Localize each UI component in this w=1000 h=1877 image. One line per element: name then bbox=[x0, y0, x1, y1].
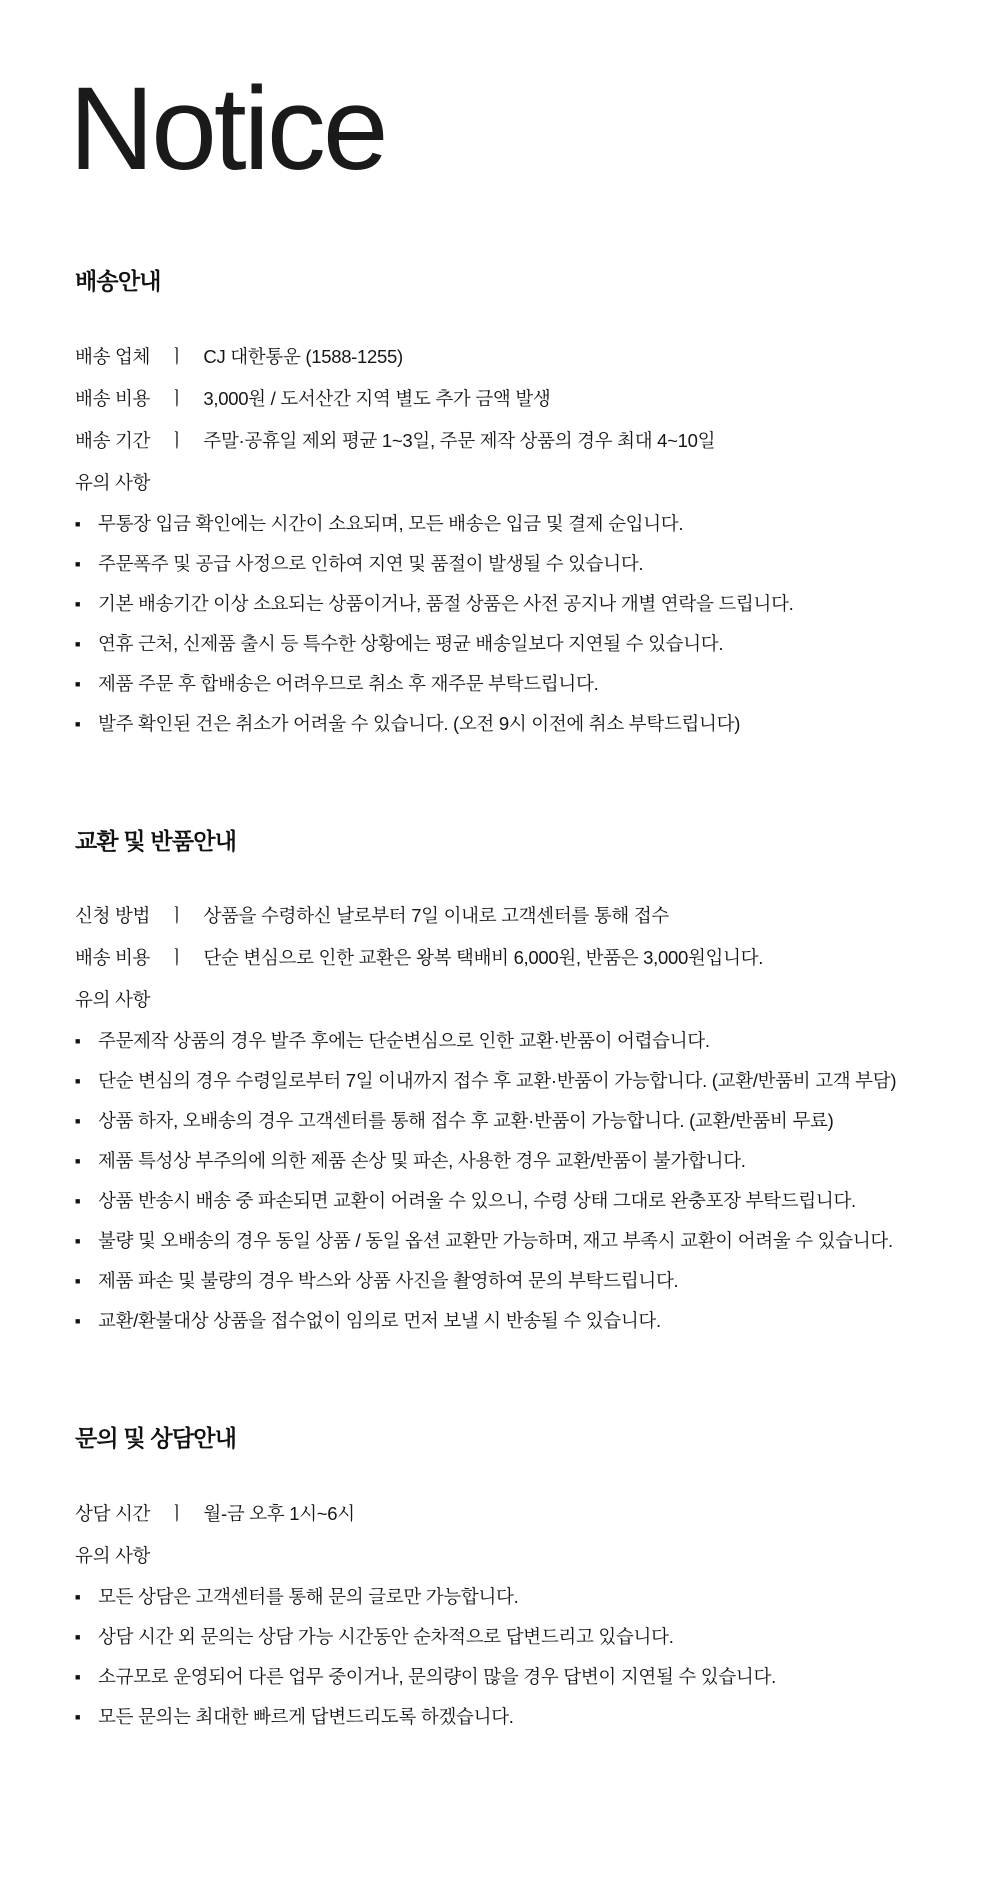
info-row bbox=[75, 336, 970, 378]
black-square-bullet-icon: ■ bbox=[75, 558, 81, 569]
bullet-item bbox=[75, 1101, 970, 1141]
bullet-text: 발주 확인된 건은 취소가 어려울 수 있습니다. (오전 9시 이전에 취소 부탁드립니다) bbox=[98, 712, 741, 734]
info-value: CJ 대한통운 (1588-1255) bbox=[203, 345, 403, 367]
info-label: 배송 비용 bbox=[75, 947, 151, 969]
black-square-bullet-icon: ■ bbox=[75, 598, 81, 609]
bullet-item bbox=[75, 664, 970, 704]
info-value: 3,000원 / 도서산간 지역 별도 추가 금액 발생 bbox=[203, 387, 551, 409]
bullet-text: 불량 및 오배송의 경우 동일 상품 / 동일 옵션 교환만 가능하며, 재고 부족시 교환이 어려울 수 있습니다. bbox=[98, 1230, 893, 1252]
bullet-text: 교환/환불대상 상품을 접수없이 임의로 먼저 보낼 시 반송될 수 있습니다. bbox=[98, 1310, 661, 1332]
bullet-item bbox=[75, 1577, 970, 1617]
info-label: 배송 비용 bbox=[75, 387, 151, 409]
bullet-item bbox=[75, 504, 970, 544]
info-value: 월-금 오후 1시~6시 bbox=[203, 1502, 355, 1524]
info-rows bbox=[75, 1493, 970, 1535]
separator-bar: ㅣ bbox=[167, 947, 186, 969]
info-row bbox=[75, 1493, 970, 1535]
bullet-item bbox=[75, 1261, 970, 1301]
bullet-text: 모든 문의는 최대한 빠르게 답변드리도록 하겠습니다. bbox=[98, 1705, 514, 1727]
bullet-text: 상품 하자, 오배송의 경우 고객센터를 통해 접수 후 교환·반품이 가능합니다. (교환/반품비 무료) bbox=[98, 1110, 834, 1132]
bullet-list bbox=[75, 1577, 970, 1737]
bullet-text: 무통장 입금 확인에는 시간이 소요되며, 모든 배송은 입금 및 결제 순입니다. bbox=[98, 512, 684, 534]
bullet-item bbox=[75, 624, 970, 664]
info-label: 배송 기간 bbox=[75, 429, 151, 451]
bullet-item bbox=[75, 544, 970, 584]
bullet-text: 상담 시간 외 문의는 상담 가능 시간동안 순차적으로 답변드리고 있습니다. bbox=[98, 1625, 674, 1647]
bullet-item bbox=[75, 1697, 970, 1737]
black-square-bullet-icon: ■ bbox=[75, 1076, 81, 1087]
bullet-text: 연휴 근처, 신제품 출시 등 특수한 상황에는 평균 배송일보다 지연될 수 있습니다. bbox=[98, 632, 724, 654]
black-square-bullet-icon: ■ bbox=[75, 678, 81, 689]
bullet-list bbox=[75, 504, 970, 744]
info-label: 배송 업체 bbox=[75, 345, 151, 367]
black-square-bullet-icon: ■ bbox=[75, 638, 81, 649]
black-square-bullet-icon: ■ bbox=[75, 1116, 81, 1127]
notes-label: 유의 사항 bbox=[75, 989, 151, 1011]
black-square-bullet-icon: ■ bbox=[75, 1631, 81, 1642]
bullet-text: 상품 반송시 배송 중 파손되면 교환이 어려울 수 있으니, 수령 상태 그대로 완충포장 부탁드립니다. bbox=[98, 1190, 856, 1212]
bullet-text: 모든 상담은 고객센터를 통해 문의 글로만 가능합니다. bbox=[98, 1585, 519, 1607]
notes-label: 유의 사항 bbox=[75, 471, 151, 493]
black-square-bullet-icon: ■ bbox=[75, 1671, 81, 1682]
black-square-bullet-icon: ■ bbox=[75, 1196, 81, 1207]
black-square-bullet-icon: ■ bbox=[75, 1236, 81, 1247]
black-square-bullet-icon: ■ bbox=[75, 1156, 81, 1167]
notice-section bbox=[75, 828, 970, 1342]
bullet-item bbox=[75, 584, 970, 624]
page-title: Notice bbox=[69, 63, 386, 195]
black-square-bullet-icon: ■ bbox=[75, 1591, 81, 1602]
bullet-text: 기본 배송기간 이상 소요되는 상품이거나, 품절 상품은 사전 공지나 개별 연락을 드립니다. bbox=[98, 592, 794, 614]
bullet-item bbox=[75, 1617, 970, 1657]
black-square-bullet-icon: ■ bbox=[75, 718, 81, 729]
section-heading: 배송안내 bbox=[75, 268, 161, 294]
section-heading: 교환 및 반품안내 bbox=[75, 827, 237, 854]
info-value: 주말·공휴일 제외 평균 1~3일, 주문 제작 상품의 경우 최대 4~10일 bbox=[203, 429, 716, 451]
black-square-bullet-icon: ■ bbox=[75, 518, 81, 529]
separator-bar: ㅣ bbox=[167, 905, 186, 927]
bullet-list bbox=[75, 1021, 970, 1341]
bullet-item bbox=[75, 1061, 970, 1101]
bullet-item bbox=[75, 1657, 970, 1697]
info-label: 상담 시간 bbox=[75, 1502, 151, 1524]
bullet-text: 제품 특성상 부주의에 의한 제품 손상 및 파손, 사용한 경우 교환/반품이 불가합니다. bbox=[98, 1150, 746, 1172]
info-value: 상품을 수령하신 날로부터 7일 이내로 고객센터를 통해 접수 bbox=[203, 905, 669, 927]
info-value: 단순 변심으로 인한 교환은 왕복 택배비 6,000원, 반품은 3,000원입니다. bbox=[203, 947, 764, 969]
bullet-item bbox=[75, 1181, 970, 1221]
info-rows bbox=[75, 895, 970, 979]
sections-container bbox=[75, 268, 970, 1737]
black-square-bullet-icon: ■ bbox=[75, 1036, 81, 1047]
info-row bbox=[75, 420, 970, 462]
bullet-item bbox=[75, 1021, 970, 1061]
notice-section bbox=[75, 1425, 970, 1737]
info-row bbox=[75, 937, 970, 979]
bullet-text: 주문제작 상품의 경우 발주 후에는 단순변심으로 인한 교환·반품이 어렵습니다. bbox=[98, 1030, 710, 1052]
bullet-item bbox=[75, 1141, 970, 1181]
bullet-text: 주문폭주 및 공급 사정으로 인하여 지연 및 품절이 발생될 수 있습니다. bbox=[98, 552, 644, 574]
notice-section bbox=[75, 268, 970, 744]
black-square-bullet-icon: ■ bbox=[75, 1316, 81, 1327]
separator-bar: ㅣ bbox=[167, 1502, 186, 1524]
info-rows bbox=[75, 336, 970, 462]
black-square-bullet-icon: ■ bbox=[75, 1276, 81, 1287]
separator-bar: ㅣ bbox=[167, 387, 186, 409]
bullet-text: 단순 변심의 경우 수령일로부터 7일 이내까지 접수 후 교환·반품이 가능합니다. (교환/반품비 고객 부담) bbox=[98, 1070, 897, 1092]
info-row bbox=[75, 895, 970, 937]
info-row bbox=[75, 378, 970, 420]
info-label: 신청 방법 bbox=[75, 905, 151, 927]
bullet-text: 제품 주문 후 합배송은 어려우므로 취소 후 재주문 부탁드립니다. bbox=[98, 672, 599, 694]
section-heading: 문의 및 상담안내 bbox=[75, 1425, 237, 1452]
bullet-item bbox=[75, 1221, 970, 1261]
separator-bar: ㅣ bbox=[167, 429, 186, 451]
bullet-item bbox=[75, 704, 970, 744]
bullet-item bbox=[75, 1301, 970, 1341]
notes-label: 유의 사항 bbox=[75, 1544, 151, 1566]
black-square-bullet-icon: ■ bbox=[75, 1711, 81, 1722]
bullet-text: 제품 파손 및 불량의 경우 박스와 상품 사진을 촬영하여 문의 부탁드립니다. bbox=[98, 1270, 679, 1292]
separator-bar: ㅣ bbox=[167, 345, 186, 367]
bullet-text: 소규모로 운영되어 다른 업무 중이거나, 문의량이 많을 경우 답변이 지연될 수 있습니다. bbox=[98, 1665, 776, 1687]
